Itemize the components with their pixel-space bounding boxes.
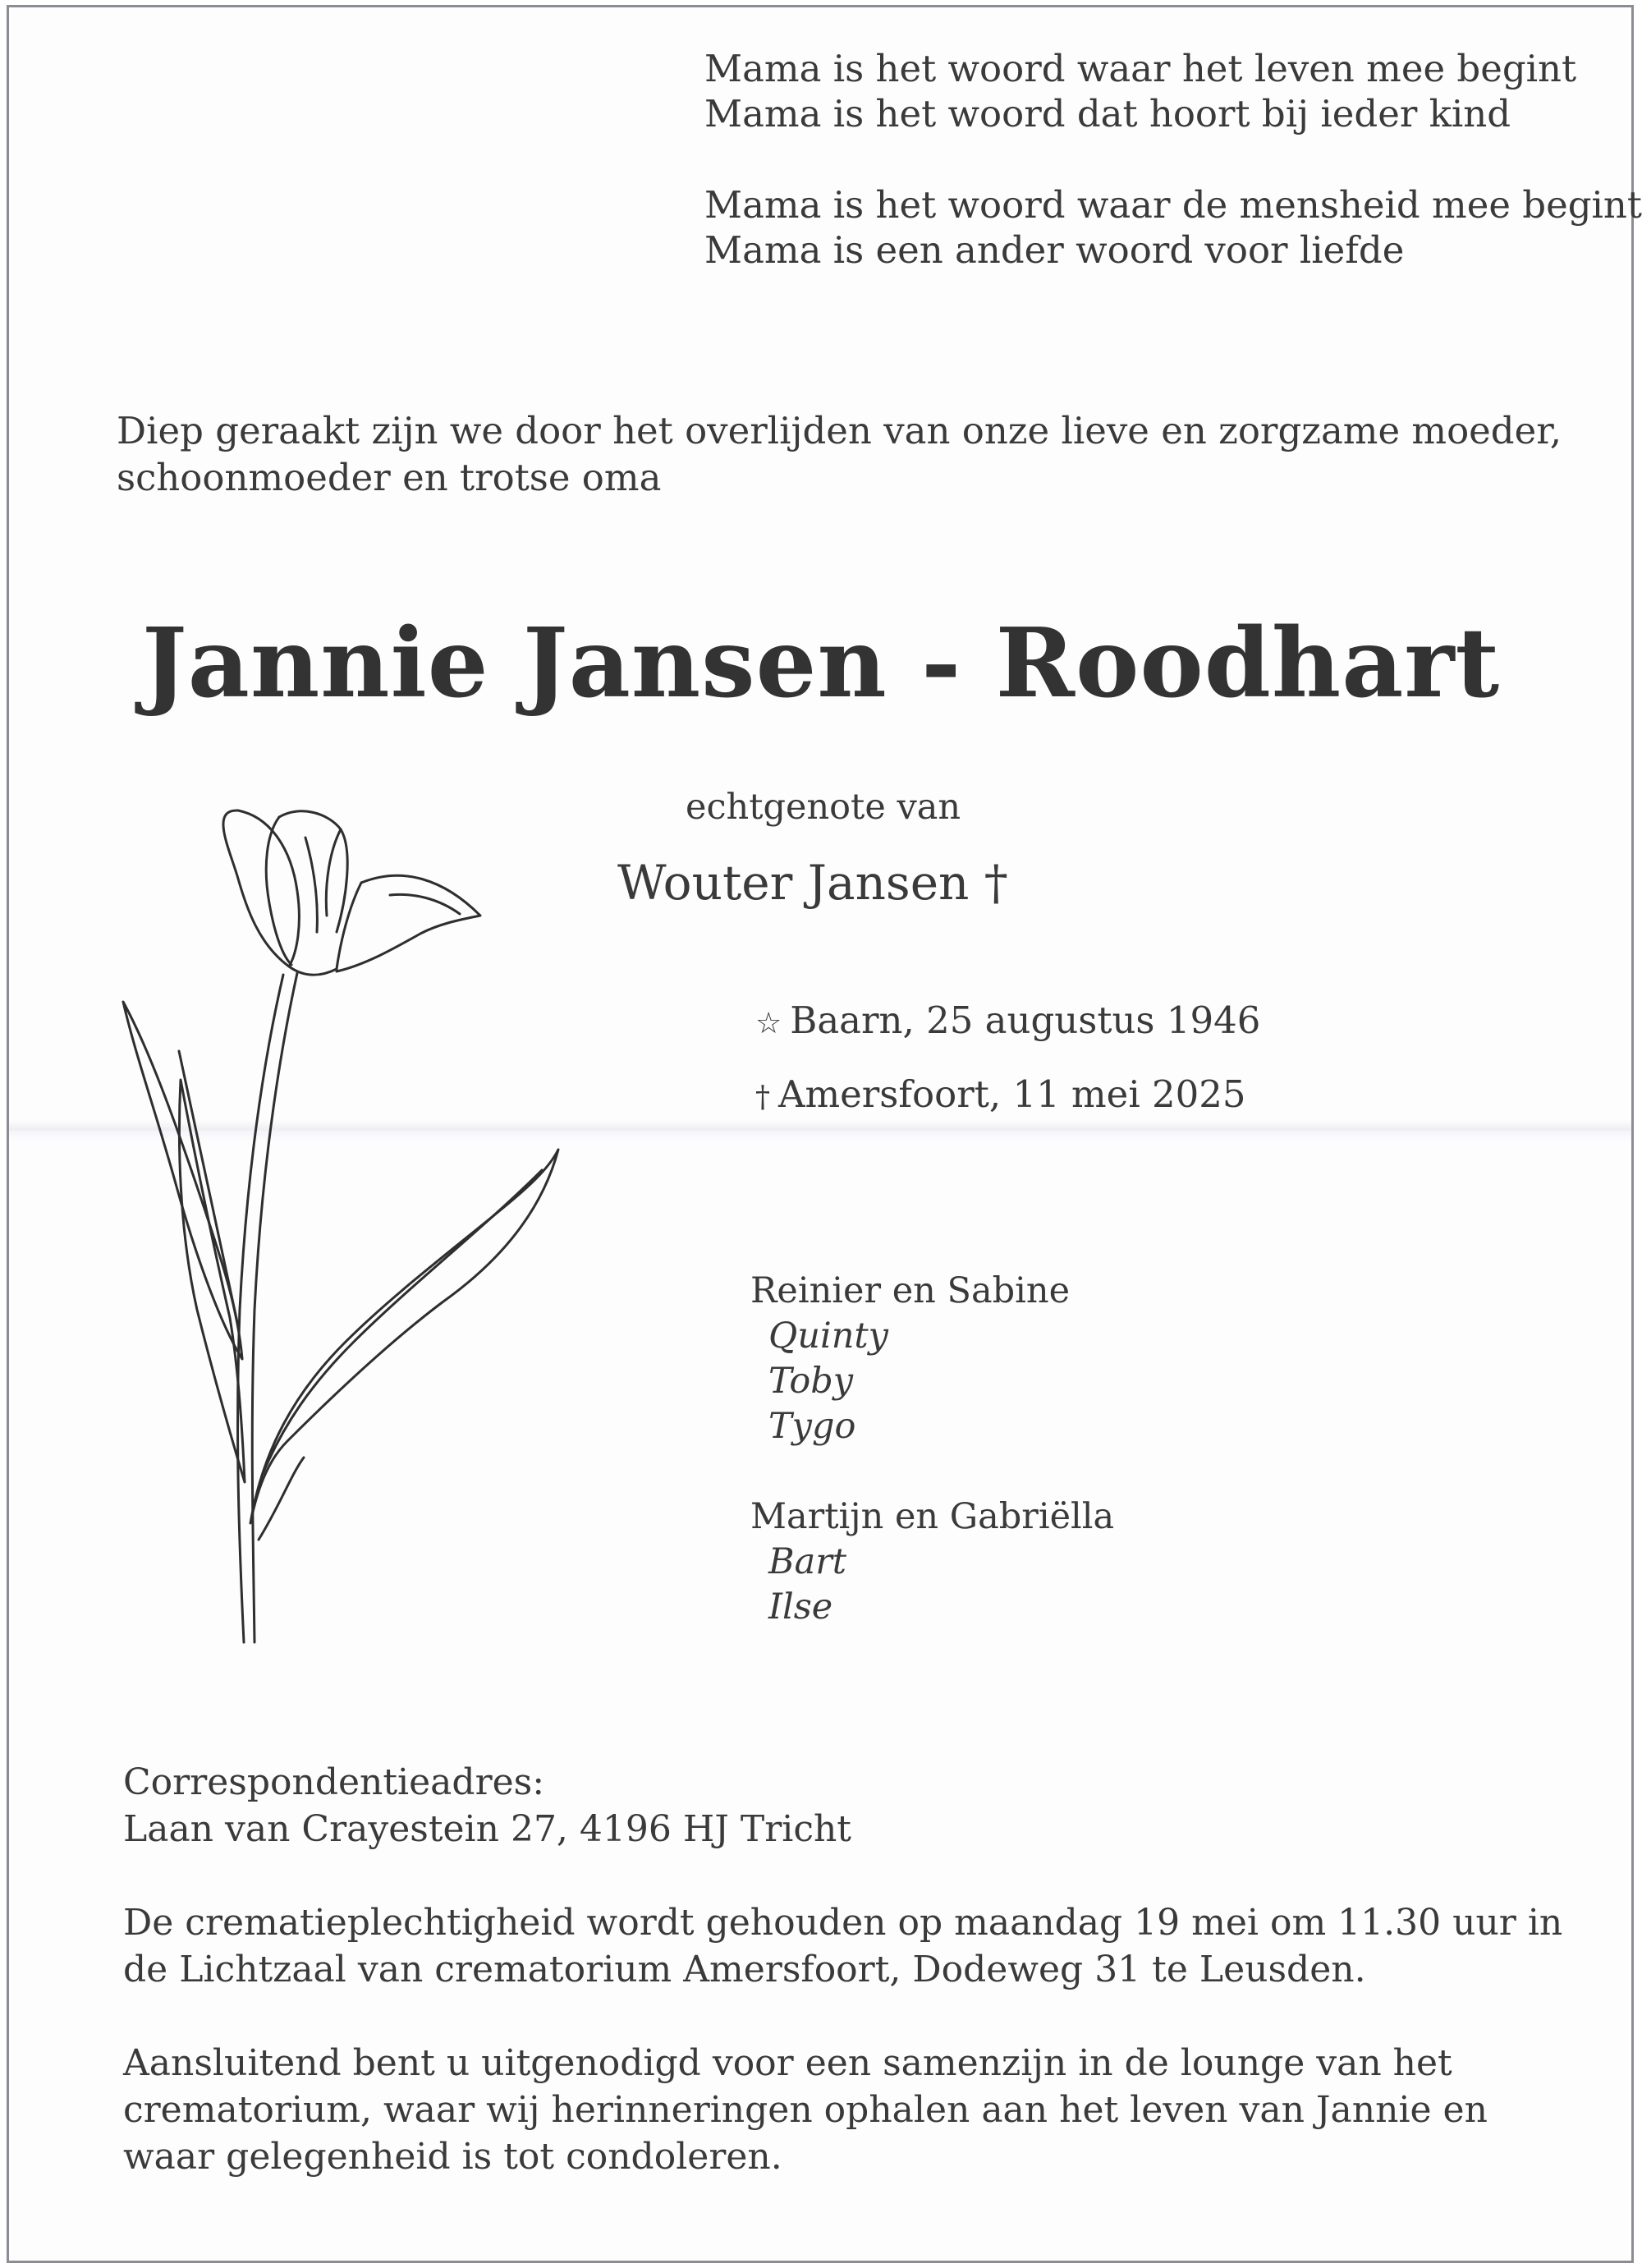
family-group <box>750 1269 1114 1449</box>
footer-info <box>123 1759 1568 2227</box>
footer-line: Laan van Crayestein 27, 4196 HJ Tricht <box>123 1808 851 1850</box>
footer-line: de Lichtzaal van crematorium Amersfoort, Dodeweg 31 te Leusden. <box>123 1949 1366 1990</box>
birth-date: Baarn, 25 augustus 1946 <box>790 999 1261 1042</box>
star-icon: ☆ <box>755 1007 782 1040</box>
family-group <box>750 1494 1114 1630</box>
ceremony-info <box>123 1899 1568 1993</box>
poem-line: Mama is het woord waar het leven mee begint <box>704 47 1577 90</box>
family-list <box>750 1269 1114 1675</box>
footer-line: Correspondentieadres: <box>123 1761 545 1803</box>
cross-icon: † <box>755 1081 770 1114</box>
death-date: Amersfoort, 11 mei 2025 <box>778 1072 1246 1116</box>
poem <box>704 46 1642 319</box>
poem-stanza <box>704 182 1642 273</box>
family-parents: Martijn en Gabriëlla <box>750 1496 1115 1537</box>
poem-line: Mama is het woord dat hoort bij ieder kind <box>704 92 1511 135</box>
grandchild: Bart <box>768 1541 847 1582</box>
intro-line: Diep geraakt zijn we door het overlijden van onze lieve en zorgzame moeder, <box>117 409 1562 452</box>
gathering-info <box>123 2040 1568 2180</box>
footer-line: Aansluitend bent u uitgenodigd voor een samenzijn in de lounge van het <box>123 2042 1452 2084</box>
death-row <box>755 1072 1260 1121</box>
footer-line: crematorium, waar wij herinneringen ophalen aan het leven van Jannie en <box>123 2089 1488 2131</box>
spouse-label: echtgenote van <box>686 787 961 828</box>
footer-line: De crematieplechtigheid wordt gehouden op maandag 19 mei om 11.30 uur in <box>123 1902 1563 1944</box>
poem-stanza <box>704 46 1642 136</box>
intro-line: schoonmoeder en trotse oma <box>117 456 662 499</box>
grandchild: Tygo <box>768 1406 856 1447</box>
grandchild: Ilse <box>768 1586 833 1628</box>
intro-text <box>117 407 1562 501</box>
poem-line: Mama is het woord waar de mensheid mee begint <box>704 183 1642 227</box>
footer-line: waar gelegenheid is tot condoleren. <box>123 2136 782 2178</box>
life-dates <box>755 998 1260 1145</box>
family-parents: Reinier en Sabine <box>750 1270 1071 1311</box>
grandchild: Toby <box>768 1361 854 1402</box>
deceased-name: Jannie Jansen - Roodhart <box>141 608 1501 719</box>
poem-line: Mama is een ander woord voor liefde <box>704 228 1405 272</box>
spouse-name: Wouter Jansen † <box>617 855 1008 911</box>
tulip-icon <box>115 801 566 1646</box>
grandchild: Quinty <box>768 1315 888 1357</box>
correspondence-address <box>123 1759 1568 1853</box>
birth-row <box>755 998 1260 1047</box>
